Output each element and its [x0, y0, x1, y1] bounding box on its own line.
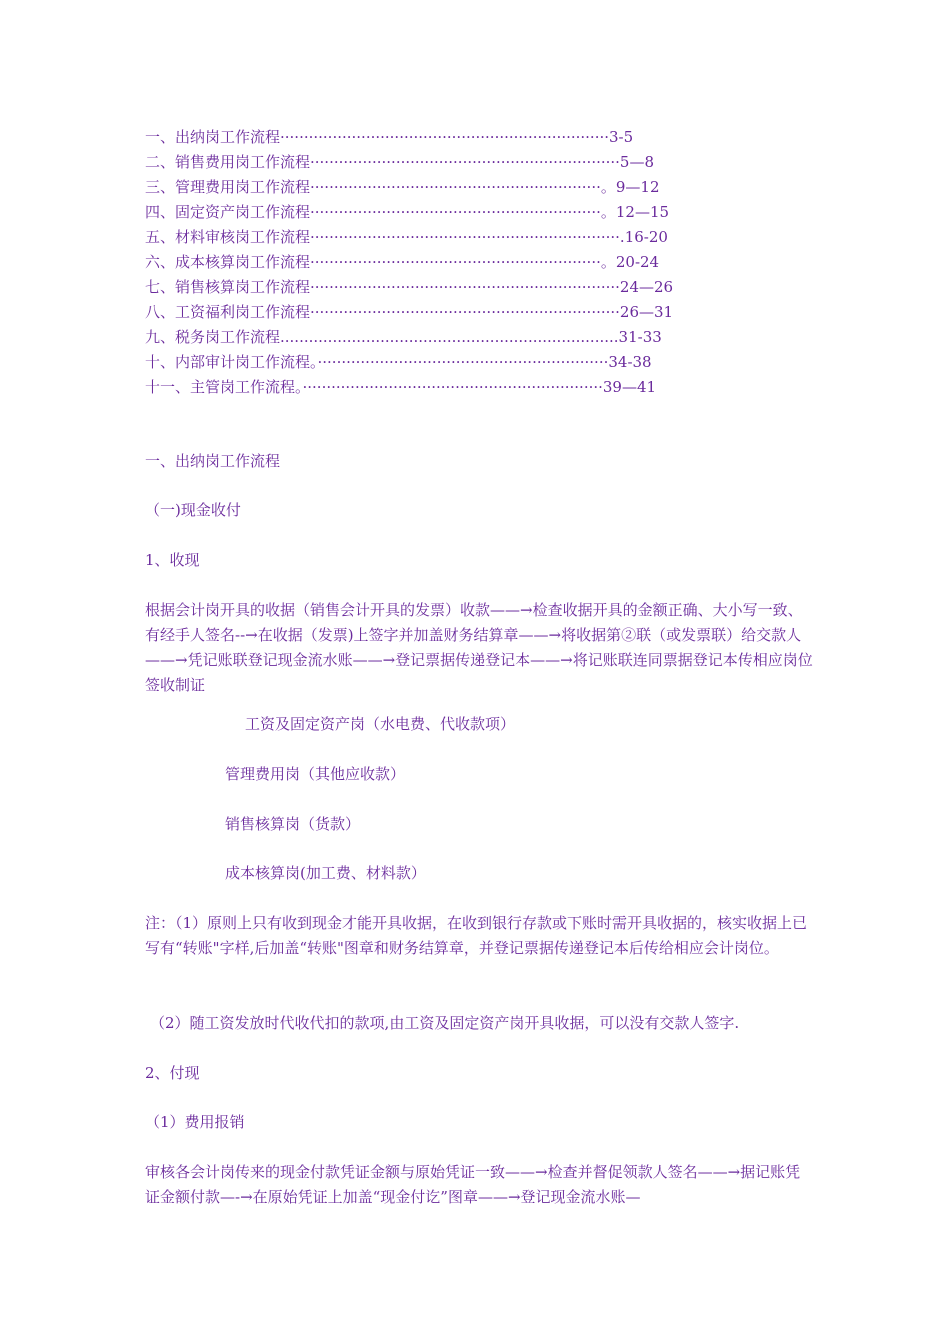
section-heading: 一、出纳岗工作流程 [145, 452, 281, 470]
toc-entry[interactable]: 九、税务岗工作流程.......................................................................31-33 [145, 328, 662, 346]
toc-entry[interactable]: 六、成本核算岗工作流程·····························································。20-24 [145, 253, 660, 271]
subsection-heading: （一)现金收付 [145, 501, 241, 519]
branch-item: 成本核算岗(加工费、材料款） [225, 864, 426, 882]
toc-entry[interactable]: 二、销售费用岗工作流程·································································5—8 [145, 153, 655, 171]
subitem-heading: （1）费用报销 [145, 1113, 245, 1131]
toc-entry[interactable]: 八、工资福利岗工作流程·································································26—31 [145, 303, 674, 321]
branch-item: 工资及固定资产岗（水电费、代收款项） [245, 715, 516, 733]
branch-item: 管理费用岗（其他应收款） [225, 765, 406, 783]
toc-entry[interactable]: 四、固定资产岗工作流程·····························································。12—15 [145, 203, 670, 221]
branch-item: 销售核算岗（货款） [225, 815, 361, 833]
toc-entry[interactable]: 五、材料审核岗工作流程·································································.16-20 [145, 228, 668, 246]
item-heading: 1、收现 [145, 551, 200, 569]
toc-entry[interactable]: 七、销售核算岗工作流程·································································24—26 [145, 278, 674, 296]
process-paragraph: 审核各会计岗传来的现金付款凭证金额与原始凭证一致——→检查并督促领款人签名——→据记账凭证金额付款—-→在原始凭证上加盖“现金付讫”图章——→登记现金流水账— [145, 1163, 801, 1206]
note-paragraph: 注：（1）原则上只有收到现金才能开具收据，在收到银行存款或下账时需开具收据的，核实收据上已写有“转账"字样,后加盖“转账"图章和财务结算章，并登记票据传递登记本后传给相应会计岗位。 [145, 914, 808, 957]
toc-entry[interactable]: 一、出纳岗工作流程·····································································3-5 [145, 128, 634, 146]
process-paragraph: 根据会计岗开具的收据（销售会计开具的发票）收款——→检查收据开具的金额正确、大小写一致、有经手人签名--→在收据（发票)上签字并加盖财务结算章——→将收据第②联（或发票联）给交款人——→凭记账联登记现金流水账——→登记票据传递登记本——→将记账联连同票据登记本传相应岗位签收制证 [145, 601, 813, 694]
toc-entry[interactable]: 十一、主管岗工作流程。·······························································39—41 [145, 378, 657, 396]
toc-entry[interactable]: 十、内部审计岗工作流程。·····························································34-38 [145, 353, 652, 371]
note-paragraph: （2）随工资发放时代收代扣的款项,由工资及固定资产岗开具收据，可以没有交款人签字. [150, 1014, 740, 1032]
table-of-contents [145, 125, 845, 400]
toc-entry[interactable]: 三、管理费用岗工作流程·····························································。9—12 [145, 178, 660, 196]
item-heading: 2、付现 [145, 1064, 200, 1082]
